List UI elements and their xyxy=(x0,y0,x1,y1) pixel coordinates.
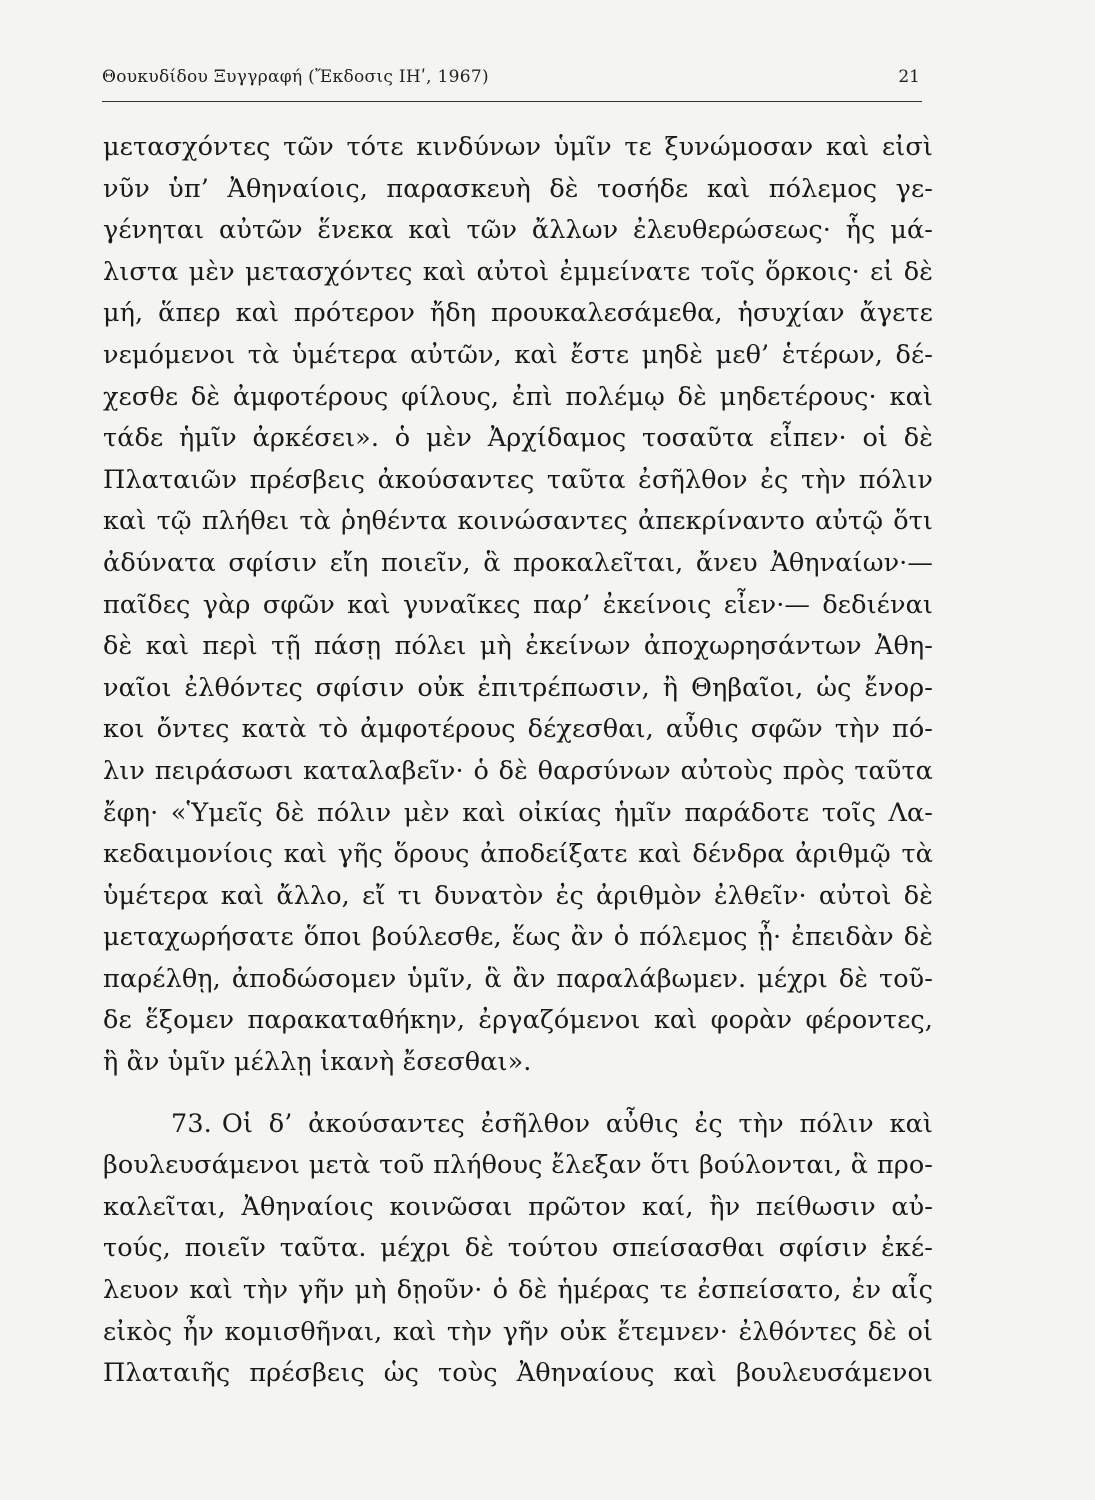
text-line: ἣ ἂν ὑμῖν μέλλῃ ἱκανὴ ἔσεσθαι». xyxy=(103,1047,532,1078)
text-line: καλεῖται, Ἀθηναίοις κοινῶσαι πρῶτον καί, ἢν πείθωσιν αὐ- xyxy=(103,1191,933,1222)
text-line: Πλαταιῆς πρέσβεις ὡς τοὺς Ἀθηναίους καὶ βουλευσάμενοι xyxy=(103,1358,933,1389)
text-line: μή, ἅπερ καὶ πρότερον ἤδη προυκαλεσάμεθα, ἡσυχίαν ἄγετε xyxy=(103,298,933,329)
text-line xyxy=(103,1104,933,1146)
paragraph-1 xyxy=(103,127,933,1084)
text-line: τάδε ἡμῖν ἀρκέσει». ὁ μὲν Ἀρχίδαμος τοσαῦτα εἶπεν· οἱ δὲ xyxy=(103,423,933,454)
first-line-text: Οἱ δ’ ἀκούσαντες ἐσῆλθον αὖθις ἐς τὴν πόλιν καὶ xyxy=(221,1108,933,1139)
text-line: εἰκὸς ἦν κομισθῆναι, καὶ τὴν γῆν οὐκ ἔτεμνεν· ἐλθόντες δὲ οἱ xyxy=(103,1316,933,1347)
text-line: δε ἕξομεν παρακαταθήκην, ἐργαζόμενοι καὶ φορὰν φέροντες, xyxy=(103,1005,933,1036)
paragraph-gap xyxy=(103,1084,933,1104)
text-line: ἀδύνατα σφίσιν εἴη ποιεῖν, ἃ προκαλεῖται, ἄνευ Ἀθηναίων·— xyxy=(103,547,933,578)
text-line: κεδαιμονίοις καὶ γῆς ὅρους ἀποδείξατε καὶ δένδρα ἀριθμῷ τὰ xyxy=(103,839,933,870)
section-number: 73. xyxy=(171,1108,212,1139)
text-line: παῖδες γὰρ σφῶν καὶ γυναῖκες παρ’ ἐκείνοις εἶεν·— δεδιέναι xyxy=(103,589,933,620)
text-line: λευον καὶ τὴν γῆν μὴ δῃοῦν· ὁ δὲ ἡμέρας τε ἐσπείσατο, ἐν αἷς xyxy=(103,1275,933,1306)
running-title: Θουκυδίδου Ξυγγραφή (Ἔκδοσις ΙΗʹ, 1967) xyxy=(102,67,489,87)
text-line: ὑμέτερα καὶ ἄλλο, εἴ τι δυνατὸν ἐς ἀριθμὸν ἐλθεῖν· αὐτοὶ δὲ xyxy=(103,880,933,911)
text-line: μετασχόντες τῶν τότε κινδύνων ὑμῖν τε ξυνώμοσαν καὶ εἰσὶ xyxy=(103,132,933,162)
text-line: μεταχωρήσατε ὅποι βούλεσθε, ἕως ἂν ὁ πόλεμος ᾖ· ἐπειδὰν δὲ xyxy=(103,922,933,953)
text-line: ἔφη· «Ὑμεῖς δὲ πόλιν μὲν καὶ οἰκίας ἡμῖν παράδοτε τοῖς Λα- xyxy=(103,797,933,828)
text-line: βουλευσάμενοι μετὰ τοῦ πλήθους ἔλεξαν ὅτι βούλονται, ἃ προ- xyxy=(103,1150,933,1181)
text-line: δὲ καὶ περὶ τῇ πάσῃ πόλει μὴ ἐκείνων ἀποχωρησάντων Ἀθη- xyxy=(103,631,933,662)
text-line: νεμόμενοι τὰ ὑμέτερα αὐτῶν, καὶ ἔστε μηδὲ μεθ’ ἑτέρων, δέ- xyxy=(103,339,933,370)
text-line: γένηται αὐτῶν ἕνεκα καὶ τῶν ἄλλων ἐλευθερώσεως· ἧς μά- xyxy=(103,215,933,246)
text-line: λιστα μὲν μετασχόντες καὶ αὐτοὶ ἐμμείνατε τοῖς ὅρκοις· εἰ δὲ xyxy=(103,256,933,287)
text-line: καὶ τῷ πλήθει τὰ ῥηθέντα κοινώσαντες ἀπεκρίναντο αὐτῷ ὅτι xyxy=(103,506,933,537)
text-line: ναῖοι ἐλθόντες σφίσιν οὐκ ἐπιτρέπωσιν, ἢ Θηβαῖοι, ὡς ἔνορ- xyxy=(103,672,933,703)
text-line: λιν πειράσωσι καταλαβεῖν· ὁ δὲ θαρσύνων αὐτοὺς πρὸς ταῦτα xyxy=(103,755,933,786)
running-head xyxy=(102,62,920,92)
text-line: παρέλθῃ, ἀποδώσομεν ὑμῖν, ἃ ἂν παραλάβωμεν. μέχρι δὲ τοῦ- xyxy=(103,963,933,994)
text-line: νῦν ὑπ’ Ἀθηναίοις, παρασκευὴ δὲ τοσήδε καὶ πόλεμος γε- xyxy=(103,173,933,204)
text-line: χεσθε δὲ ἀμφοτέρους φίλους, ἐπὶ πολέμῳ δὲ μηδετέρους· καὶ xyxy=(103,381,933,412)
text-line: Πλαταιῶν πρέσβεις ἀκούσαντες ταῦτα ἐσῆλθον ἐς τὴν πόλιν xyxy=(103,464,933,495)
text-line: κοι ὄντες κατὰ τὸ ἀμφοτέρους δέχεσθαι, αὖθις σφῶν τὴν πό- xyxy=(103,714,933,745)
page-number: 21 xyxy=(898,67,920,87)
text-line: τούς, ποιεῖν ταῦτα. μέχρι δὲ τούτου σπείσασθαι σφίσιν ἐκέ- xyxy=(103,1233,933,1264)
body-text xyxy=(103,127,933,1395)
paragraph-2 xyxy=(103,1104,933,1395)
header-rule xyxy=(102,101,922,102)
